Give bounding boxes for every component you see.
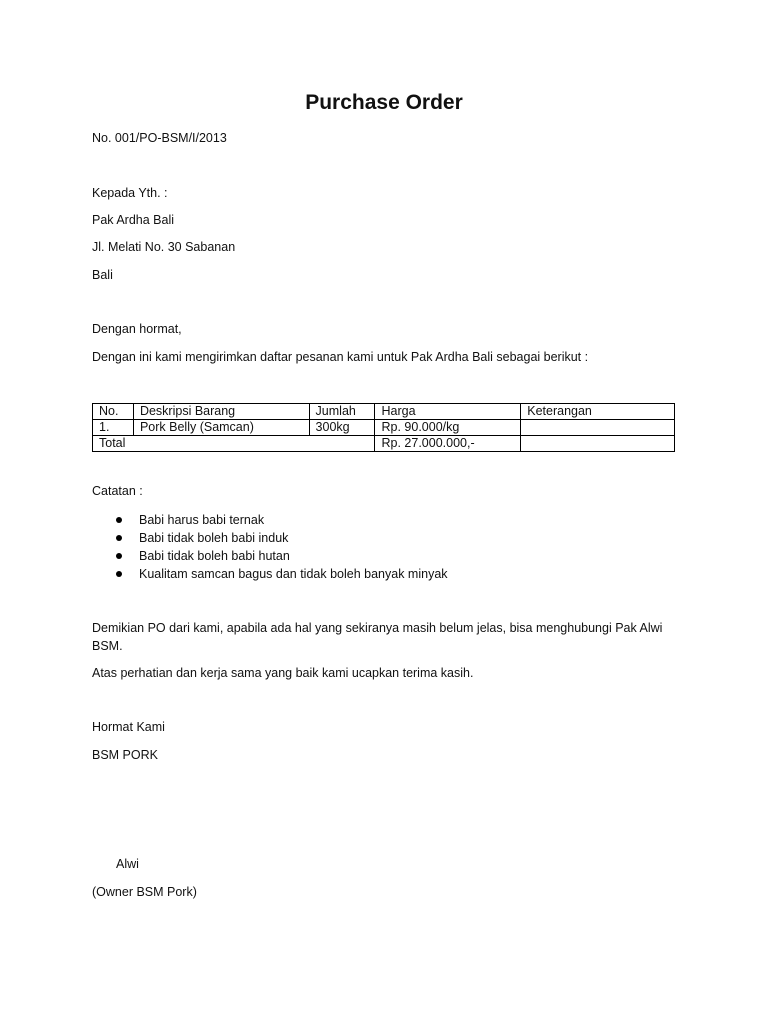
table-header-row [93,404,675,420]
recipient-city: Bali [92,268,113,282]
row-cell-description: Pork Belly (Samcan) [133,420,309,436]
header-cell-remarks: Keterangan [521,404,675,420]
note-text: Babi harus babi ternak [139,513,265,527]
header-cell-quantity: Jumlah [309,404,375,420]
signer-title: (Owner BSM Pork) [92,885,197,899]
note-text: Babi tidak boleh babi hutan [139,549,290,563]
table-total-row [93,436,675,452]
list-item [92,511,448,529]
header-cell-description: Deskripsi Barang [133,404,309,420]
row-cell-no: 1. [93,420,134,436]
list-item [92,565,448,583]
row-cell-price: Rp. 90.000/kg [375,420,521,436]
note-text: Babi tidak boleh babi induk [139,531,289,545]
list-item [92,529,448,547]
list-item [92,547,448,565]
total-label: Total [93,436,375,452]
notes-label: Catatan : [92,484,143,498]
order-table [92,403,675,452]
header-cell-no: No. [93,404,134,420]
company-name: BSM PORK [92,748,158,762]
row-cell-remarks [521,420,675,436]
row-cell-quantity: 300kg [309,420,375,436]
total-remarks [521,436,675,452]
recipient-name: Pak Ardha Bali [92,213,174,227]
signer-name: Alwi [116,857,139,871]
bullet-icon [116,517,122,523]
regards-text: Hormat Kami [92,720,165,734]
greeting: Dengan hormat, [92,322,182,336]
total-value: Rp. 27.000.000,- [375,436,521,452]
document-title: Purchase Order [305,91,463,114]
header-cell-price: Harga [375,404,521,420]
table-row [93,420,675,436]
recipient-label: Kepada Yth. : [92,186,168,200]
recipient-address: Jl. Melati No. 30 Sabanan [92,240,236,254]
bullet-icon [116,571,122,577]
bullet-icon [116,553,122,559]
bullet-icon [116,535,122,541]
notes-list [92,511,448,583]
thanks-text: Atas perhatian dan kerja sama yang baik kami ucapkan terima kasih. [92,666,474,680]
intro-text: Dengan ini kami mengirimkan daftar pesanan kami untuk Pak Ardha Bali sebagai berikut : [92,350,589,364]
po-number: No. 001/PO-BSM/I/2013 [92,131,227,145]
note-text: Kualitam samcan bagus dan tidak boleh banyak minyak [139,567,448,581]
closing-paragraph: Demikian PO dari kami, apabila ada hal yang sekiranya masih belum jelas, bisa menghubungi Pak Alwi BSM. [92,621,663,653]
